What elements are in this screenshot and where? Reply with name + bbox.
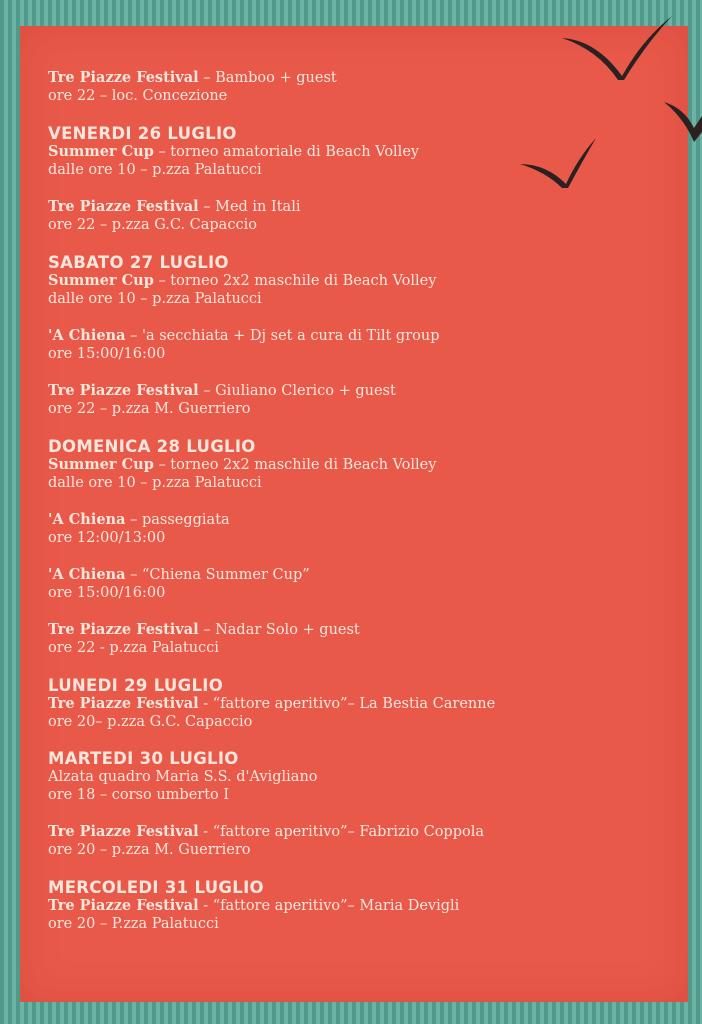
event-block xyxy=(48,253,648,308)
event-description: – torneo 2x2 maschile di Beach Volley xyxy=(153,273,437,289)
event-title xyxy=(48,272,648,291)
event-time: ore 22 – p.zza M. Guerriero xyxy=(48,400,251,417)
event-title xyxy=(48,511,648,530)
event-title xyxy=(48,897,648,916)
event-block xyxy=(48,676,648,731)
event-time: ore 20– p.zza G.C. Capaccio xyxy=(48,713,253,730)
event-time: ore 12:00/13:00 xyxy=(48,529,166,546)
event-name: Summer Cup xyxy=(48,456,154,473)
event-time: ore 20 – P.zza Palatucci xyxy=(48,915,219,932)
event-name: Tre Piazze Festival xyxy=(48,823,199,840)
event-block xyxy=(48,69,648,105)
event-time: ore 15:00/16:00 xyxy=(48,584,166,601)
event-name: Tre Piazze Festival xyxy=(48,695,199,712)
event-time: ore 22 – p.zza G.C. Capaccio xyxy=(48,216,257,233)
event-description: – passeggiata xyxy=(125,512,230,528)
event-description: – Med in Itali xyxy=(198,199,301,215)
event-block xyxy=(48,124,648,179)
event-name: Tre Piazze Festival xyxy=(48,198,199,215)
event-title xyxy=(48,456,648,475)
event-description: – Nadar Solo + guest xyxy=(198,622,360,638)
event-name: Summer Cup xyxy=(48,272,154,289)
event-time: ore 22 – loc. Concezione xyxy=(48,87,228,104)
event-title xyxy=(48,768,648,787)
day-heading: SABATO 27 LUGLIO xyxy=(48,253,229,272)
event-time: dalle ore 10 – p.zza Palatucci xyxy=(48,474,262,491)
event-title xyxy=(48,621,648,640)
event-name: 'A Chiena xyxy=(48,327,126,344)
event-block xyxy=(48,382,648,418)
event-block xyxy=(48,437,648,492)
event-name: 'A Chiena xyxy=(48,511,126,528)
event-description: – Giuliano Clerico + guest xyxy=(198,383,396,399)
event-description: – “Chiena Summer Cup” xyxy=(125,567,310,583)
event-description: - “fattore aperitivo”– Fabrizio Coppola xyxy=(198,824,484,840)
event-title xyxy=(48,327,648,346)
event-description: – torneo amatoriale di Beach Volley xyxy=(153,144,420,160)
event-description: – 'a secchiata + Dj set a cura di Tilt group xyxy=(125,328,440,344)
event-block xyxy=(48,566,648,602)
event-block xyxy=(48,749,648,804)
event-description: - “fattore aperitivo”– La Bestia Carenne xyxy=(198,696,496,712)
event-title xyxy=(48,143,648,162)
event-time: ore 20 – p.zza M. Guerriero xyxy=(48,841,251,858)
event-title xyxy=(48,382,648,401)
event-name: Tre Piazze Festival xyxy=(48,382,199,399)
event-block xyxy=(48,198,648,234)
event-name: Tre Piazze Festival xyxy=(48,69,199,86)
event-description: - “fattore aperitivo”– Maria Devigli xyxy=(198,898,460,914)
events-list xyxy=(48,69,648,952)
event-description: – torneo 2x2 maschile di Beach Volley xyxy=(153,457,437,473)
event-name: Tre Piazze Festival xyxy=(48,897,199,914)
day-heading: DOMENICA 28 LUGLIO xyxy=(48,437,256,456)
day-heading: MARTEDI 30 LUGLIO xyxy=(48,749,239,768)
event-time: ore 18 – corso umberto I xyxy=(48,786,230,803)
event-description: Alzata quadro Maria S.S. d'Avigliano xyxy=(48,769,318,785)
event-description: – Bamboo + guest xyxy=(198,70,337,86)
event-title xyxy=(48,823,648,842)
event-block xyxy=(48,823,648,859)
event-block xyxy=(48,327,648,363)
event-time: dalle ore 10 – p.zza Palatucci xyxy=(48,290,262,307)
event-title xyxy=(48,695,648,714)
event-name: Tre Piazze Festival xyxy=(48,621,199,638)
event-block xyxy=(48,621,648,657)
day-heading: MERCOLEDI 31 LUGLIO xyxy=(48,878,264,897)
day-heading: VENERDI 26 LUGLIO xyxy=(48,124,237,143)
event-time: dalle ore 10 – p.zza Palatucci xyxy=(48,161,262,178)
event-title xyxy=(48,69,648,88)
event-title xyxy=(48,198,648,217)
event-name: 'A Chiena xyxy=(48,566,126,583)
day-heading: LUNEDI 29 LUGLIO xyxy=(48,676,224,695)
event-time: ore 15:00/16:00 xyxy=(48,345,166,362)
event-title xyxy=(48,566,648,585)
event-time: ore 22 - p.zza Palatucci xyxy=(48,639,219,656)
event-block xyxy=(48,878,648,933)
event-block xyxy=(48,511,648,547)
event-name: Summer Cup xyxy=(48,143,154,160)
